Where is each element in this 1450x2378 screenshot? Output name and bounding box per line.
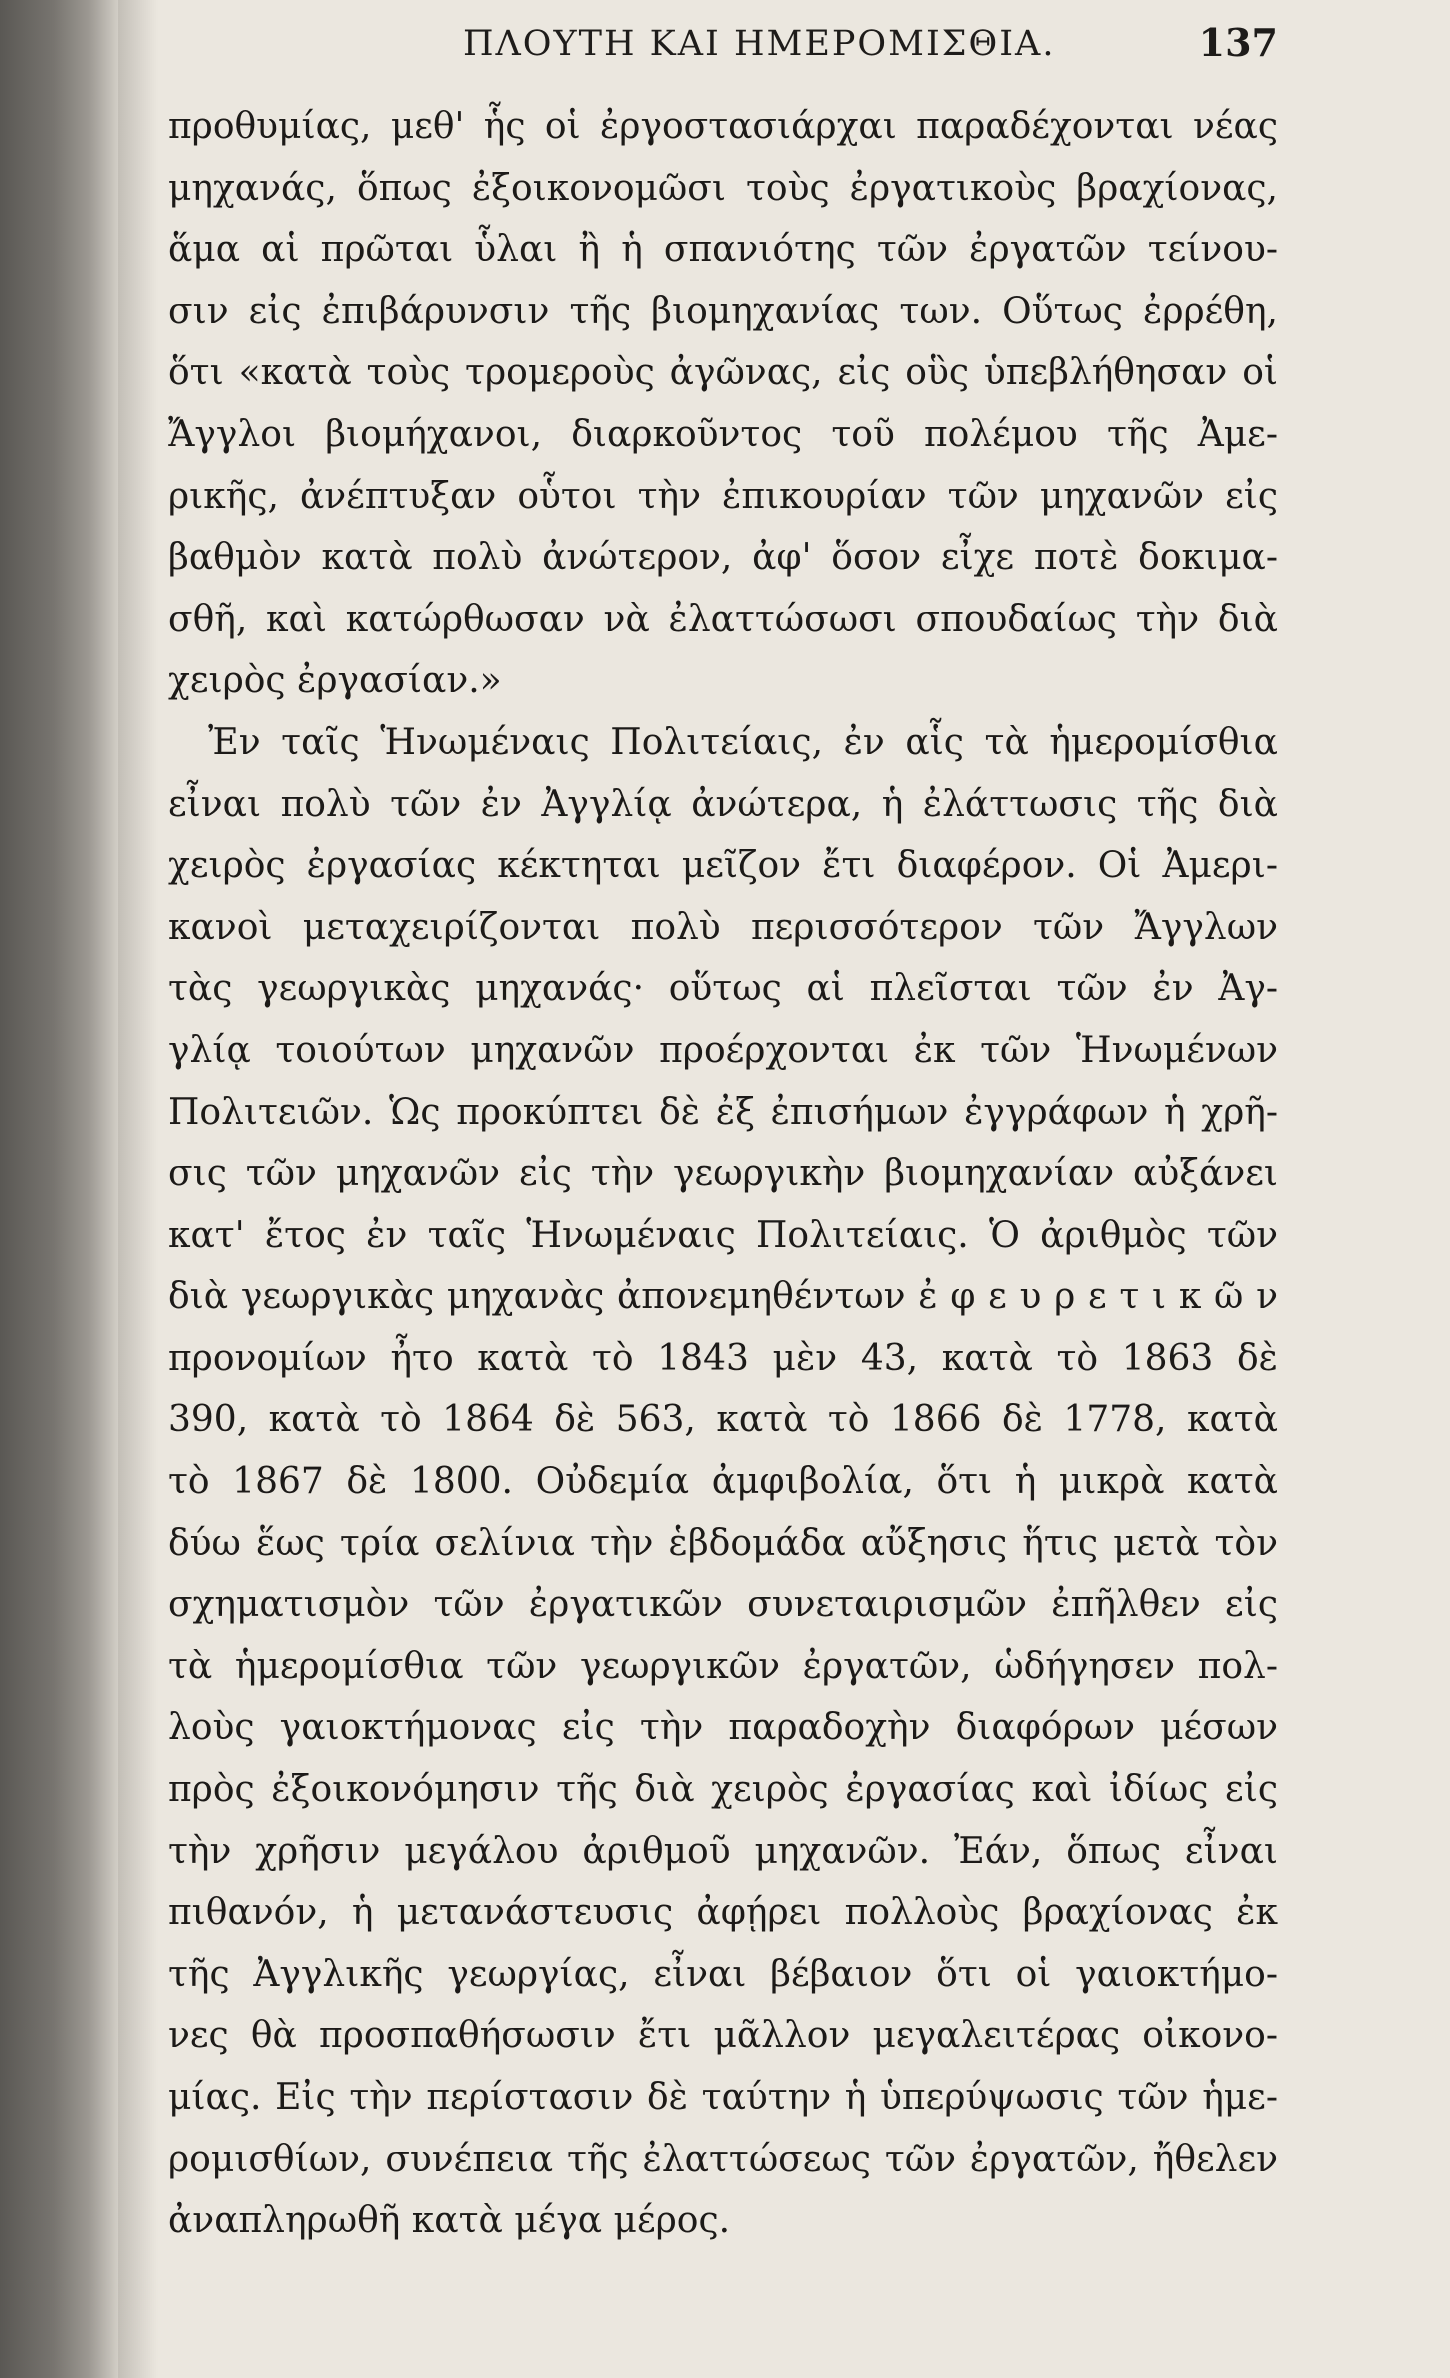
text-line: ἅμα αἱ πρῶται ὗλαι ἢ ἡ σπανιότης τῶν ἐργατῶν τείνου-	[168, 229, 1278, 271]
text-line: προθυμίας, μεθ' ἧς οἱ ἐργοστασιάρχαι παραδέχονται νέας	[168, 106, 1278, 147]
text-line: κατ' ἔτος ἐν ταῖς Ἡνωμέναις Πολιτείαις. Ὁ ἀριθμὸς τῶν	[168, 1214, 1278, 1256]
text-line: μηχανάς, ὅπως ἐξοικονομῶσι τοὺς ἐργατικοὺς βραχίονας,	[168, 167, 1278, 209]
running-head: ΠΛΟΥΤΗ ΚΑΙ ΗΜΕΡΟΜΙΣΘΙΑ.	[463, 24, 1056, 64]
text-line: σχηματισμὸν τῶν ἐργατικῶν συνεταιρισμῶν ἐπῆλθεν εἰς	[168, 1584, 1278, 1626]
text-line: Ἐν ταῖς Ἡνωμέναις Πολιτείαις, ἐν αἷς τὰ ἡμερομίσθια	[208, 721, 1278, 763]
text-line: σθῆ, καὶ κατώρθωσαν νὰ ἐλαττώσωσι σπουδαίως τὴν διὰ	[168, 598, 1278, 640]
text-line: κανοὶ μεταχειρίζονται πολὺ περισσότερον τῶν Ἄγγλων	[168, 906, 1278, 948]
body-text	[168, 96, 1278, 2252]
text-line: ἀναπληρωθῆ κατὰ μέγα μέρος.	[168, 2200, 731, 2242]
page-number: 137	[1198, 20, 1278, 65]
text-line: πιθανόν, ἡ μετανάστευσις ἀφῄρει πολλοὺς βραχίονας ἐκ	[168, 1892, 1278, 1934]
text-line: τὰς γεωργικὰς μηχανάς· οὕτως αἱ πλεῖσται τῶν ἐν Ἀγ-	[168, 968, 1278, 1010]
text-line: μίας. Εἰς τὴν περίστασιν δὲ ταύτην ἡ ὑπερύψωσις τῶν ἡμε-	[168, 2077, 1278, 2118]
text-line: βαθμὸν κατὰ πολὺ ἀνώτερον, ἀφ' ὅσον εἶχε ποτὲ δοκιμα-	[168, 537, 1278, 579]
text-line: Πολιτειῶν. Ὡς προκύπτει δὲ ἐξ ἐπισήμων ἐγγράφων ἡ χρῆ-	[168, 1091, 1278, 1133]
text-line: ρομισθίων, συνέπεια τῆς ἐλαττώσεως τῶν ἐργατῶν, ἤθελεν	[168, 2138, 1278, 2180]
page-gutter	[0, 0, 118, 2378]
text-line: εἶναι πολὺ τῶν ἐν Ἀγγλίᾳ ἀνώτερα, ἡ ἐλάττωσις τῆς διὰ	[168, 783, 1278, 825]
text-line: σιν εἰς ἐπιβάρυνσιν τῆς βιομηχανίας των. Οὕτως ἐρρέθη,	[168, 290, 1278, 332]
page-header	[168, 18, 1278, 74]
text-line: διὰ γεωργικὰς μηχανὰς ἀπονεμηθέντων ἐ φ ε υ ρ ε τ ι κ ῶ ν	[168, 1276, 1278, 1318]
text-line: τῆς Ἀγγλικῆς γεωργίας, εἶναι βέβαιον ὅτι οἱ γαιοκτήμο-	[168, 1953, 1278, 1995]
text-line: τὴν χρῆσιν μεγάλου ἀριθμοῦ μηχανῶν. Ἐάν, ὅπως εἶναι	[168, 1830, 1278, 1872]
text-line: σις τῶν μηχανῶν εἰς τὴν γεωργικὴν βιομηχανίαν αὐξάνει	[168, 1153, 1278, 1195]
text-line: προνομίων ἦτο κατὰ τὸ 1843 μὲν 43, κατὰ τὸ 1863 δὲ	[168, 1337, 1278, 1379]
text-line: Ἄγγλοι βιομήχανοι, διαρκοῦντος τοῦ πολέμου τῆς Ἀμε-	[168, 413, 1278, 455]
text-line: λοὺς γαιοκτήμονας εἰς τὴν παραδοχὴν διαφόρων μέσων	[168, 1707, 1278, 1749]
text-line: ρικῆς, ἀνέπτυξαν οὗτοι τὴν ἐπικουρίαν τῶν μηχανῶν εἰς	[168, 475, 1278, 517]
text-line: νες θὰ προσπαθήσωσιν ἔτι μᾶλλον μεγαλειτέρας οἰκονο-	[168, 2015, 1278, 2057]
text-line: ὅτι «κατὰ τοὺς τρομεροὺς ἀγῶνας, εἰς οὓς ὑπεβλήθησαν οἱ	[168, 352, 1278, 394]
text-line: χειρὸς ἐργασίας κέκτηται μεῖζον ἔτι διαφέρον. Οἱ Ἀμερι-	[168, 845, 1278, 887]
text-line: τὸ 1867 δὲ 1800. Οὐδεμία ἀμφιβολία, ὅτι ἡ μικρὰ κατὰ	[168, 1461, 1278, 1503]
text-line: πρὸς ἐξοικονόμησιν τῆς διὰ χειρὸς ἐργασίας καὶ ἰδίως εἰς	[168, 1769, 1278, 1811]
text-line: δύω ἕως τρία σελίνια τὴν ἑβδομάδα αὔξησις ἥτις μετὰ τὸν	[168, 1522, 1278, 1564]
text-line: χειρὸς ἐργασίαν.»	[168, 660, 502, 702]
gutter-shadow	[118, 0, 158, 2378]
text-line: τὰ ἡμερομίσθια τῶν γεωργικῶν ἐργατῶν, ὡδήγησεν πολ-	[168, 1645, 1278, 1687]
text-line: γλίᾳ τοιούτων μηχανῶν προέρχονται ἐκ τῶν Ἡνωμένων	[168, 1029, 1278, 1071]
text-line: 390, κατὰ τὸ 1864 δὲ 563, κατὰ τὸ 1866 δὲ 1778, κατὰ	[168, 1399, 1278, 1441]
